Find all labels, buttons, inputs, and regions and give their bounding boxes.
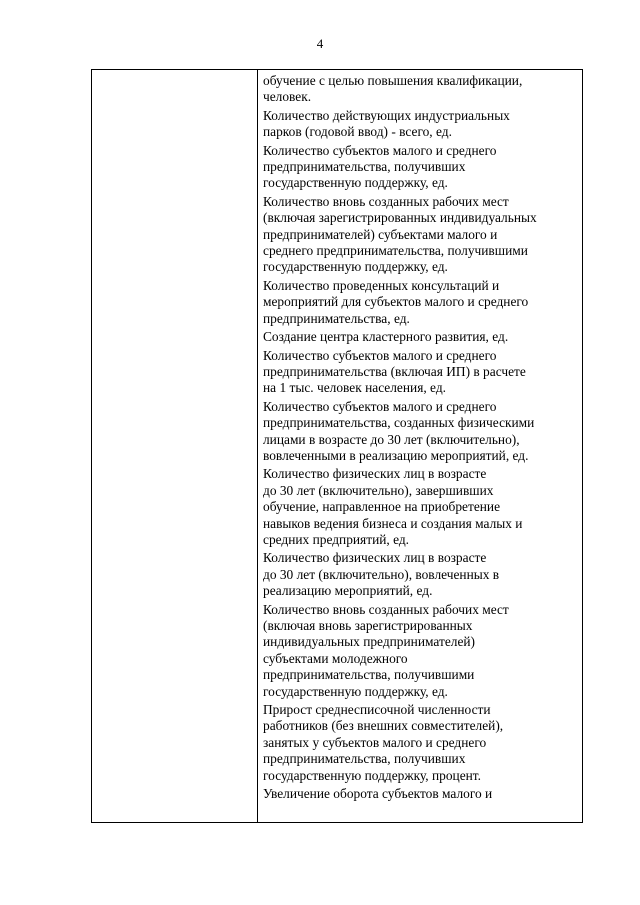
indicator-paragraph: обучение с целью повышения квалификации, человек.: [263, 73, 523, 105]
indicator-paragraph: Количество действующих индустриальных парков (годовой ввод) - всего, ед.: [263, 107, 510, 140]
page-number: 4: [316, 36, 324, 51]
indicator-paragraph: Количество вновь созданных рабочих мест (включая зарегистрированных индивидуальных предпринимателей) субъектами малого и среднего предпринимательства, получившими государственную поддержку, ед.: [263, 193, 537, 275]
indicator-paragraph: Количество физических лиц в возрасте до 30 лет (включительно), завершивших обучение, направленное на приобретение навыков ведения бизнеса и создания малых и средних предприятий, ед.: [263, 466, 523, 547]
indicator-paragraph: Количество субъектов малого и среднего предпринимательства (включая ИП) в расчете на 1 тыс. человек населения, ед.: [263, 347, 526, 396]
indicator-paragraph: Количество вновь созданных рабочих мест (включая вновь зарегистрированных индивидуальных предпринимателей) субъектами молодежного предпринимательства, получившими государственную поддержку, ед.: [263, 601, 509, 699]
indicator-paragraph: Количество субъектов малого и среднего предпринимательства, получивших государственную поддержку, ед.: [263, 142, 497, 191]
table-cell-left: [92, 70, 258, 822]
document-table: [91, 69, 583, 823]
indicator-paragraph: Количество проведенных консультаций и мероприятий для субъектов малого и среднего предпринимательства, ед.: [263, 277, 529, 326]
indicator-paragraph: Создание центра кластерного развития, ед.: [263, 329, 509, 345]
indicator-paragraph: Прирост среднесписочной численности работников (без внешних совместителей), занятых у субъектов малого и среднего предпринимательства, получивших государственную поддержку, процент.: [263, 702, 504, 783]
indicator-paragraph: Количество физических лиц в возрасте до 30 лет (включительно), вовлеченных в реализацию мероприятий, ед.: [263, 550, 500, 599]
indicator-paragraph: Количество субъектов малого и среднего предпринимательства, созданных физическими лицами в возрасте до 30 лет (включительно), вовлеченными в реализацию мероприятий, ед.: [263, 398, 535, 463]
table-cell-right: [258, 70, 582, 822]
indicator-paragraph: Увеличение оборота субъектов малого и: [263, 786, 493, 802]
